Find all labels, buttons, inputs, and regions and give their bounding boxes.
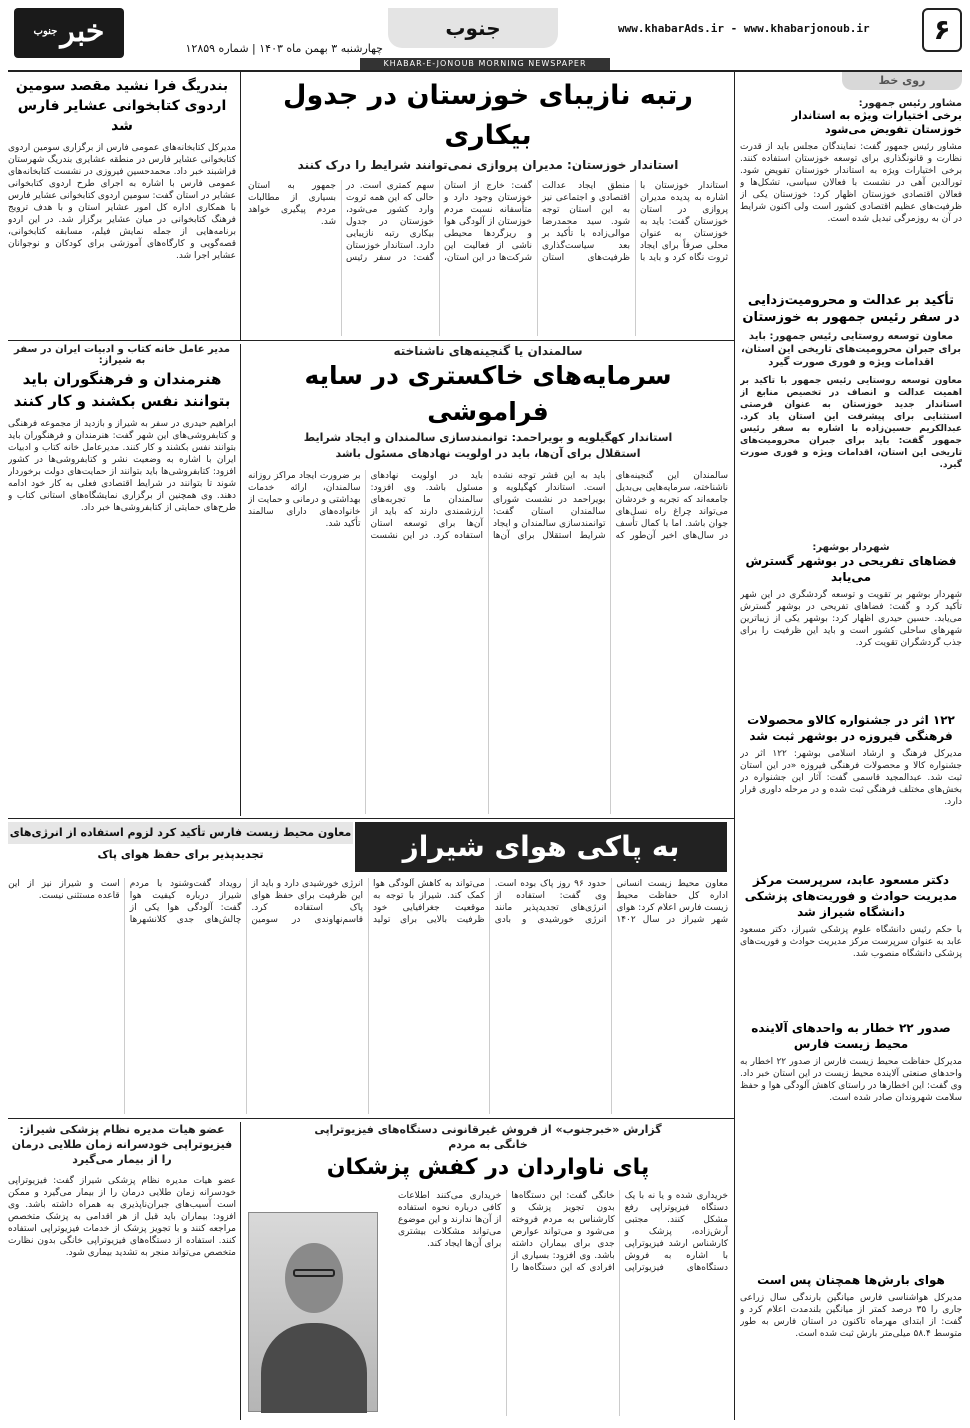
news-item	[740, 712, 962, 860]
news-item	[740, 872, 962, 1012]
bottom-kicker: گزارش «خبرجنوب» از فروش غیرقانونی دستگاه‌های فیزیوتراپی خانگی به مردم	[314, 1123, 662, 1151]
column-divider	[240, 344, 241, 816]
news-item	[740, 292, 962, 507]
item-kicker: مشاور رئیس جمهور:	[858, 98, 962, 109]
item-body: مدیرکل فرهنگ و ارشاد اسلامی بوشهر: ۱۲۲ اثر در جشنواره کالا و محصولات فرهنگی فیروزه «در این استان ثبت شد. عبدالمجید قاسمی گفت: آثار این جشنواره در بخش‌های مختلف فرهنگی ثبت شده و در مرحله داوری قرار دارد.	[740, 749, 962, 807]
mid-subtitle: استاندار کهگیلویه و بویراحمد: توانمندسازی سالمندان و ایجاد شرایط استقلال برای آن‌ها، باید در اولویت نهادهای مسئول باشد	[303, 431, 673, 460]
masthead	[8, 8, 962, 60]
item-body: مدیرکل حفاظت محیط زیست فارس از صدور ۲۲ اخطار به واحدهای صنعتی آلاینده محیط زیست در این استان خبر داد. وی گفت: این اخطارها در راستای کاهش آلودگی هوا و حفظ سلامت شهروندان صادر شده است.	[740, 1057, 962, 1103]
news-item	[740, 1272, 962, 1412]
left-mid-title[interactable]: هنرمندان و فرهنگوران باید بتوانند نفس بکشند و کار کنند	[13, 370, 231, 410]
column-divider	[734, 72, 735, 1420]
portrait-photo	[248, 1212, 378, 1412]
item-title: تأکید بر عدالت و محرومیت‌زدایی در سفر رئیس جمهور به خوزستان	[742, 293, 960, 325]
item-title: دکتر مسعود عابد، سرپرست مرکز مدیریت حوادث و فوریت‌های پزشکی دانشگاه شیراز شد	[744, 873, 958, 919]
section-rule	[8, 818, 734, 819]
bottom-body: خریداری شده و یا نه با یک دستگاه فیزیوتراپی رفع مشکل کنند. مجتبی آرش‌زاده، پزشک و کارشناس ارشد فیزیوتراپی با اشاره به فروش دستگاه‌های فیزیوتراپی خانگی گفت: این دستگاه‌ها بدون تجویز پزشک و کارشناس به مردم فروخته می‌شود و می‌تواند عوارض جدی برای بیماران داشته باشد. وی افزود: بسیاری از افرادی که این دستگاه‌ها را خریداری می‌کنند اطلاعات کافی درباره نحوه استفاده از آن‌ها ندارند و این موضوع می‌تواند مشکلات بیشتری برای آن‌ها ایجاد کند.	[398, 1191, 728, 1273]
page-number: ۶	[922, 8, 962, 52]
item-body: مدیرکل هواشناسی فارس میانگین بارندگی سال زراعی جاری را ۳۵ درصد کمتر از میانگین بلندمدت اعلام کرد و گفت: از ابتدای مهرماه تاکنون در استان فارس به طور متوسط ۵۸.۴ میلی‌متر بارش ثبت شده است.	[740, 1293, 962, 1339]
left-mid-story	[8, 344, 236, 816]
left-mid-kicker: مدیر عامل خانه کتاب و ادبیات ایران در سفر به شیراز:	[14, 344, 230, 366]
mid-title[interactable]: سرمایه‌های خاکستری در سایه فراموشی	[304, 361, 672, 426]
lead-story	[248, 76, 728, 336]
news-item	[740, 542, 962, 689]
left-top-title[interactable]: بندریگ فرا نشید مقصد سومین اردوی کتابخوانی عشایر فارس شد	[15, 78, 229, 134]
left-top-body: مدیرکل کتابخانه‌های عمومی فارس از برگزاری سومین اردوی کتابخوانی عشایر فارس در منطقه عشایری بندریگ شهرستان فراشبند خبر داد. محمدحسین فیروزی در نشست کتابخانه‌های عمومی فارس با اشاره به اجرای طرح اردوی کتابخوانی عشایر در استان گفت: سومین اردوی کتابخوانی عشایر فارس با همکاری اداره کل امور عشایر استان و با هدف ترویج فرهنگ کتابخوانی در میان عشایر برگزار شد. در این اردو برنامه‌هایی از جمله نمایش فیلم، مسابقه کتابخوانی، قصه‌گویی و کارگاه‌های آموزشی برای کودکان و نوجوانان عشایر اجرا شد.	[8, 143, 236, 261]
news-item	[740, 1020, 962, 1256]
shiraz-body: معاون محیط زیست انسانی اداره کل حفاظت محیط زیست فارس اعلام کرد: هوای شهر شیراز در سال ۱۴۰۲ حدود ۹۶ روز پاک بوده است. وی گفت: استفاده از انرژی‌های تجدیدپذیر مانند انرژی خورشیدی و بادی می‌تواند به کاهش آلودگی هوا کمک کند. شیراز با توجه به موقعیت جغرافیایی خود ظرفیت بالایی برای تولید انرژی خورشیدی دارد و باید از این ظرفیت برای حفظ هوای پاک استفاده کرد. قاسم‌نهاوندی در سومین رویداد گفت‌وشنود با مردم شیراز درباره کیفیت هوا گفت: آلودگی هوا یکی از چالش‌های جدی کلانشهرها است و شیراز نیز از این قاعده مستثنی نیست.	[8, 879, 728, 925]
news-item	[740, 98, 962, 293]
lead-body: استاندار خوزستان با اشاره به پدیده مدیران پروازی در استان خوزستان گفت: باید به خوزستان به عنوان محلی صرفاً برای ایجاد ثروت نگاه کرد و باید با منطق ایجاد عدالت اقتصادی و اجتماعی نیز به این استان توجه شود. سید محمدرضا موالی‌زاده با تأکید بر بعد سیاست‌گذاری ظرفیت‌های استان گفت: خارج از استان خوزستان وجود دارد و متأسفانه نسبت مردم خوزستان از آلودگی هوا و ریزگردها محیطی ناشی از فعالیت این شرکت‌ها در این استان، سهم کمتری است. در حالی که این همه ثروت وارد کشور می‌شود، خوزستان در جدول بیکاری رتبه نازیبایی دارد. استاندار خوزستان گفت: در سفر رئیس جمهور به استان بسیاری از مطالبات مردم پیگیری خواهد شد.	[248, 181, 728, 263]
mid-kicker: سالمندان یا گنجینه‌های ناشناخته	[393, 344, 583, 358]
item-body: مشاور رئیس جمهور گفت: نمایندگان مجلس باید از قدرت نظارت و قانونگذاری برای توسعه خوزستان استفاده کنند. برخی اختیارات ویژه به استاندار خوزستان تفویض شود. تورالدین آهی در نشست با فعالان سیاسی، تشکل‌ها و فعالان اقتصادی خوزستان اظهار کرد: خوزستان یکی از ظرفیت‌های عظیم اقتصادی کشور است ولی اکنون شرایط در آن به روزمرگی تبدیل شده است.	[740, 142, 962, 224]
shiraz-story	[8, 878, 728, 1114]
item-title: صدور ۲۲ خطار به واحدهای آلاینده محیط زیست فارس	[751, 1021, 951, 1051]
item-kicker: شهردار بوشهر:	[812, 542, 890, 553]
item-title: ۱۲۲ اثر در جشنواره کالاو محصولات فرهنگی فیروزه در بوشهر ثبت شد	[747, 713, 955, 743]
shiraz-banner: به پاکی هوای شیراز	[355, 822, 727, 872]
bottom-left-body: عضو هیات مدیره نظام پزشکی شیراز گفت: فیزیوتراپی خودسرانه زمان طلایی درمان را از بیمار می‌گیرد و ممکن است آسیب‌های جبران‌ناپذیری به همراه داشته باشد. وی افزود: بیماران باید قبل از هر اقدامی به پزشک متخصص مراجعه کنند و با تجویز پزشک از خدمات فیزیوتراپی استفاده کنند. استفاده از دستگاه‌های فیزیوتراپی خانگی بدون نظارت متخصص می‌تواند منجر به تشدید بیماری شود.	[8, 1176, 236, 1258]
photo-shoulders	[261, 1323, 367, 1413]
lead-title[interactable]: رتبه نازیبای خوزستان در جدول بیکاری	[283, 80, 693, 151]
item-title: برخی اختیارات ویژه به استاندار خوزستان تفویض می‌شود	[791, 109, 962, 136]
mid-story	[248, 344, 728, 814]
left-top-story	[8, 76, 236, 338]
date-issue: چهارشنبه ۳ بهمن ماه ۱۴۰۳ | شماره ۱۲۸۵۹	[185, 42, 383, 55]
item-title: فضاهای تفریحی در بوشهر گسترش می‌یابد	[745, 554, 957, 584]
section-rule	[8, 1118, 734, 1119]
section-title: جنوب	[388, 8, 558, 48]
column-divider	[240, 72, 241, 340]
bottom-title[interactable]: پای ناواردان در کفش پزشکان	[326, 1155, 650, 1180]
bottom-left-story	[8, 1122, 236, 1420]
bottom-left-kicker: عضو هیات مدیره نظام پزشکی شیراز: فیزیوتراپی خودسرانه زمان طلایی درمان را از بیمار می‌گیرد	[11, 1123, 233, 1166]
photo-head	[285, 1243, 343, 1313]
right-column	[740, 72, 962, 1422]
item-kicker: معاون توسعه روستایی رئیس جمهور: باید برای جبران محرومیت‌های تاریخی این استان، اقدامات ویژه و فوری صورت گیرد	[741, 331, 961, 368]
newspaper-logo: خبر$^{جنوب}$	[14, 8, 124, 58]
photo-glasses	[293, 1269, 335, 1277]
item-title: هوای بارش‌ها همچنان پس است	[757, 1273, 945, 1287]
shiraz-kicker: معاون محیط زیست فارس تأکید کرد لزوم استفاده از انرژی‌های تجدیدپذیر برای حفظ هوای پاک	[8, 822, 353, 844]
mid-body: سالمندان این گنجینه‌های ناشناخته، سرمایه‌هایی بی‌بدیل جامعه‌اند که تجربه و خردشان می‌تواند چراغ راه نسل‌های جوان باشد. اما با کمال تأسف در سال‌های اخیر آن‌طور که باید به این قشر توجه نشده است. استاندار کهگیلویه و بویراحمد در نشست شورای سالمندان استان گفت: توانمندسازی سالمندان و ایجاد شرایط استقلال برای آن‌ها باید در اولویت نهادهای مسئول باشد. وی افزود: سالمندان ما تجربه‌های ارزشمندی دارند که باید از آن‌ها برای توسعه استان استفاده کرد. در این نشست بر ضرورت ایجاد مراکز روزانه سالمندان، ارائه خدمات بهداشتی و درمانی و حمایت از خانواده‌های دارای سالمند تأکید شد.	[248, 471, 728, 541]
item-body: معاون توسعه روستایی رئیس جمهور با تأکید بر اهمیت عدالت و انصاف در تخصیص منابع از استاندار جدید خوزستان به عنوان فرصتی استثنایی برای پیشرفت این استان یاد کرد. عبدالکریم حسین‌زاده با اشاره به سفر رئیس جمهور گفت: باید برای جبران محرومیت‌های تاریخی این استان، اقدامات ویژه و فوری صورت گیرد.	[740, 376, 962, 470]
section-rule	[8, 340, 734, 341]
ruye-khat-tab: روی خط	[842, 72, 962, 90]
left-mid-body: ابراهیم حیدری در سفر به شیراز و بازدید از مجموعه فرهنگی و کتابفروشی‌های این شهر گفت: هنرمندان و فرهنگوران باید بتوانند نفس بکشند و کار کنند. مدیرعامل خانه کتاب و ادبیات ایران با اشاره به وضعیت نشر و کتابفروشی‌ها در کشور افزود: کتابفروشی‌ها باید بتوانند از حمایت‌های دولت برخوردار شوند تا بتوانند در شرایط اقتصادی فعلی به کار خود ادامه دهند. وی همچنین از برگزاری نمایشگاه‌های استانی کتاب و طرح‌های حمایتی از کتابفروشی‌ها خبر داد.	[8, 419, 236, 513]
lead-subtitle: استاندار خوزستان: مدیران پروازی نمی‌توانند شرایط را درک کنند	[297, 158, 679, 172]
item-body: با حکم رئیس دانشگاه علوم پزشکی شیراز، دکتر مسعود عابد به عنوان سرپرست مرکز مدیریت حوادث و فوریت‌های پزشکی دانشگاه منصوب شد.	[740, 925, 962, 959]
latin-strip: KHABAR-E-JONOUB MORNING NEWSPAPER	[360, 58, 610, 70]
column-divider	[240, 1122, 241, 1420]
site-links[interactable]: www.khabarAds.ir - www.khabarjonoub.ir	[618, 22, 870, 35]
item-body: شهردار بوشهر بر تقویت و توسعه گردشگری در این شهر تأکید کرد و گفت: فضاهای تفریحی در بوشهر گسترش می‌یابد. حسین حیدری اظهار کرد: بوشهر یکی از زیباترین شهرهای ساحلی کشور است و باید این ظرفیت را برای جذب گردشگران تقویت کرد.	[740, 590, 962, 648]
